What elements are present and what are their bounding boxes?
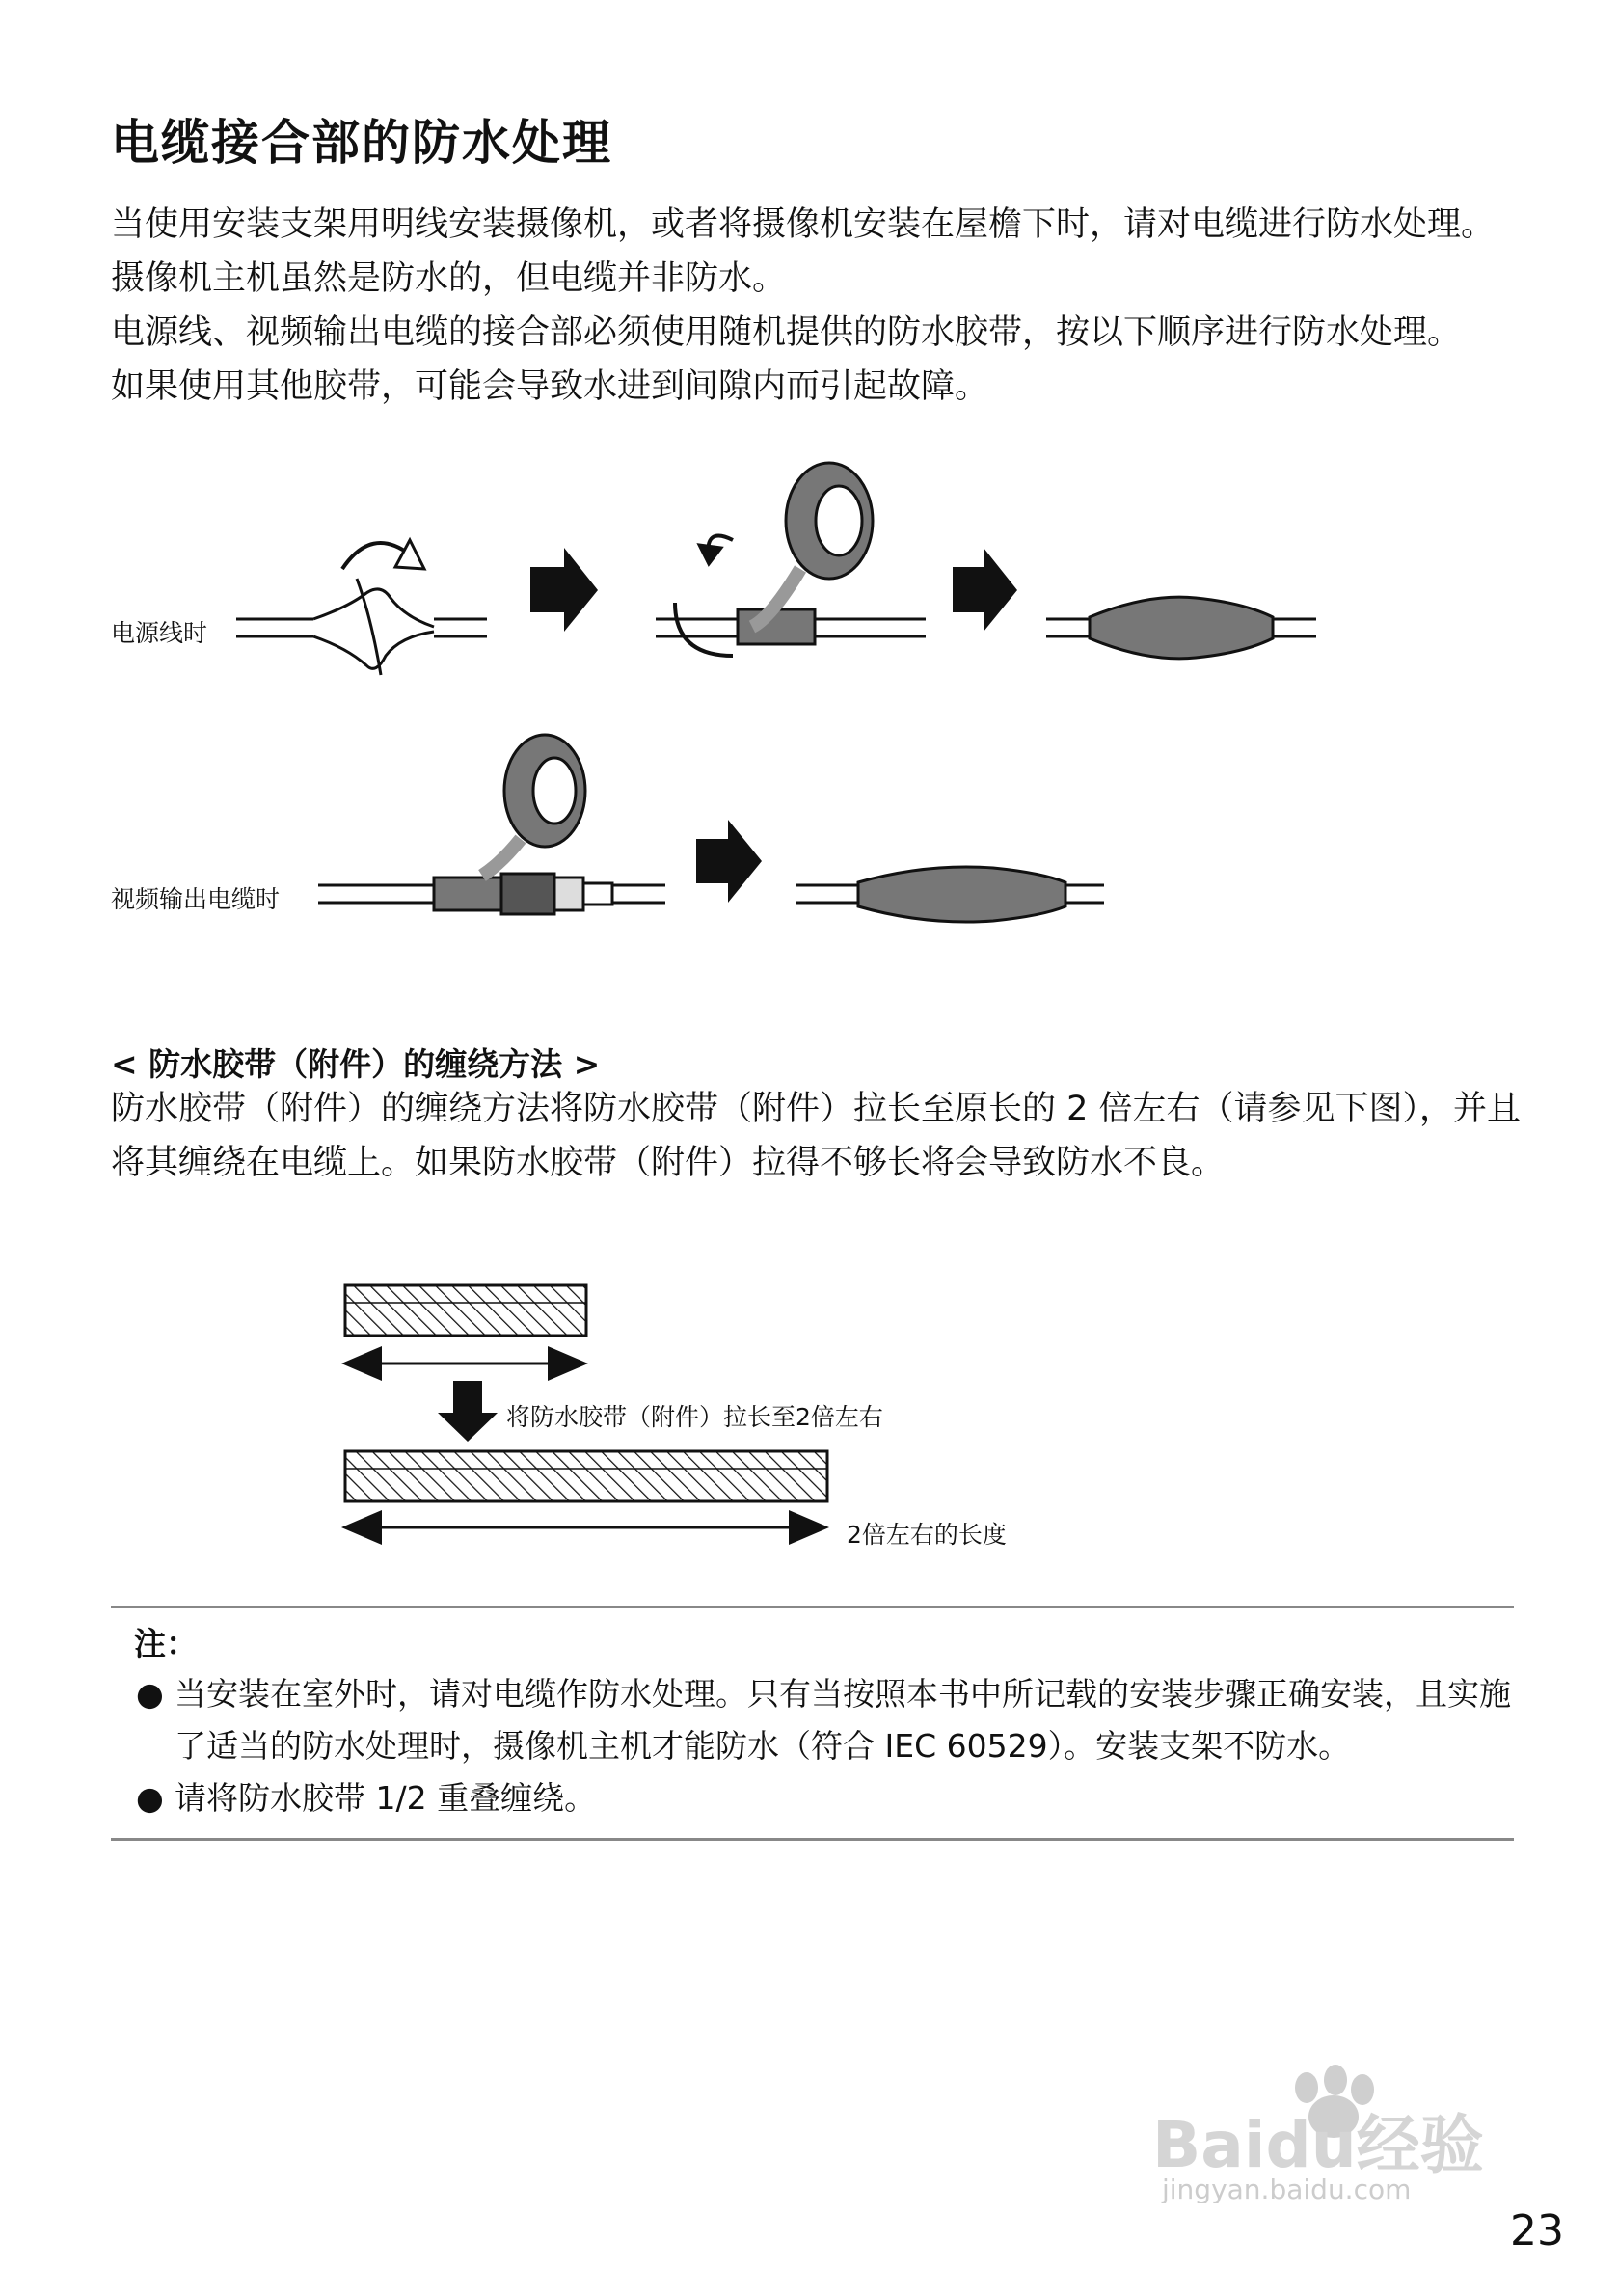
intro-line: 如果使用其他胶带，可能会导致水进到间隙内而引起故障。 [111,367,989,406]
baidu-watermark [1143,2059,1548,2207]
method-paragraph [111,1082,1528,1190]
note-item [111,1668,1514,1772]
original-tape [345,1285,586,1336]
method-line: 防水胶带（附件）的缠绕方法将防水胶带（附件）拉长至原长的 2 倍左右（请参见下图），并且 [111,1090,1522,1128]
intro-line: 摄像机主机虽然是防水的，但电缆并非防水。 [111,259,787,298]
method-heading: < 防水胶带（附件）的缠绕方法 > [111,1045,601,1083]
note-text: 当安装在室外时，请对电缆作防水处理。只有当按照本书中所记载的安装步骤正确安装，且实施了适当的防水处理时，摄像机主机才能防水（符合 IEC 60529）。安装支架不防水。 [175,1675,1511,1765]
note-box [111,1606,1514,1841]
power-step2-wrapping [656,463,926,656]
rotate-arrow-icon [395,540,424,569]
stretch-down-arrow-icon [438,1381,498,1442]
power-cable-label: 电源线时 [111,619,208,647]
video-step2-finished [796,867,1104,922]
note-text: 请将防水胶带 1/2 重叠缠绕。 [175,1779,597,1817]
baidu-paw-icon [1143,2059,1548,2203]
page-number: 23 [1510,2206,1564,2255]
intro-line: 当使用安装支架用明线安装摄像机，或者将摄像机安装在屋檐下时，请对电缆进行防水处理。 [111,205,1496,244]
stretched-tape [345,1451,827,1501]
length-label: 2倍左右的长度 [847,1521,1007,1549]
stretch-label: 将防水胶带（附件）拉长至2倍左右 [506,1403,883,1431]
page-title: 电缆接合部的防水处理 [111,115,612,171]
video-cable-label: 视频输出电缆时 [111,885,281,913]
next-step-arrow-icon [530,548,598,632]
note-item [111,1772,1514,1824]
intro-line: 电源线、视频输出电缆的接合部必须使用随机提供的防水胶带，按以下顺序进行防水处理。 [111,313,1462,352]
bullet-icon: ● [136,1675,164,1713]
watermark-url: jingyan.baidu.com [1162,2174,1412,2203]
rotate-arrow-icon [699,545,721,564]
power-step1-twisted-wires [236,543,487,675]
watermark-brand: Baidu经验 [1152,2108,1484,2182]
video-step1-connector [318,735,665,914]
method-line: 将其缠绕在电缆上。如果防水胶带（附件）拉得不够长将会导致防水不良。 [111,1144,1226,1182]
next-step-arrow-icon [953,548,1017,632]
intro-paragraph [111,198,1528,414]
note-title: 注： [134,1625,198,1662]
next-step-arrow-icon [696,820,762,903]
power-step3-finished [1046,597,1316,659]
waterproofing-steps-figure [0,453,1618,955]
bullet-icon: ● [136,1779,164,1817]
